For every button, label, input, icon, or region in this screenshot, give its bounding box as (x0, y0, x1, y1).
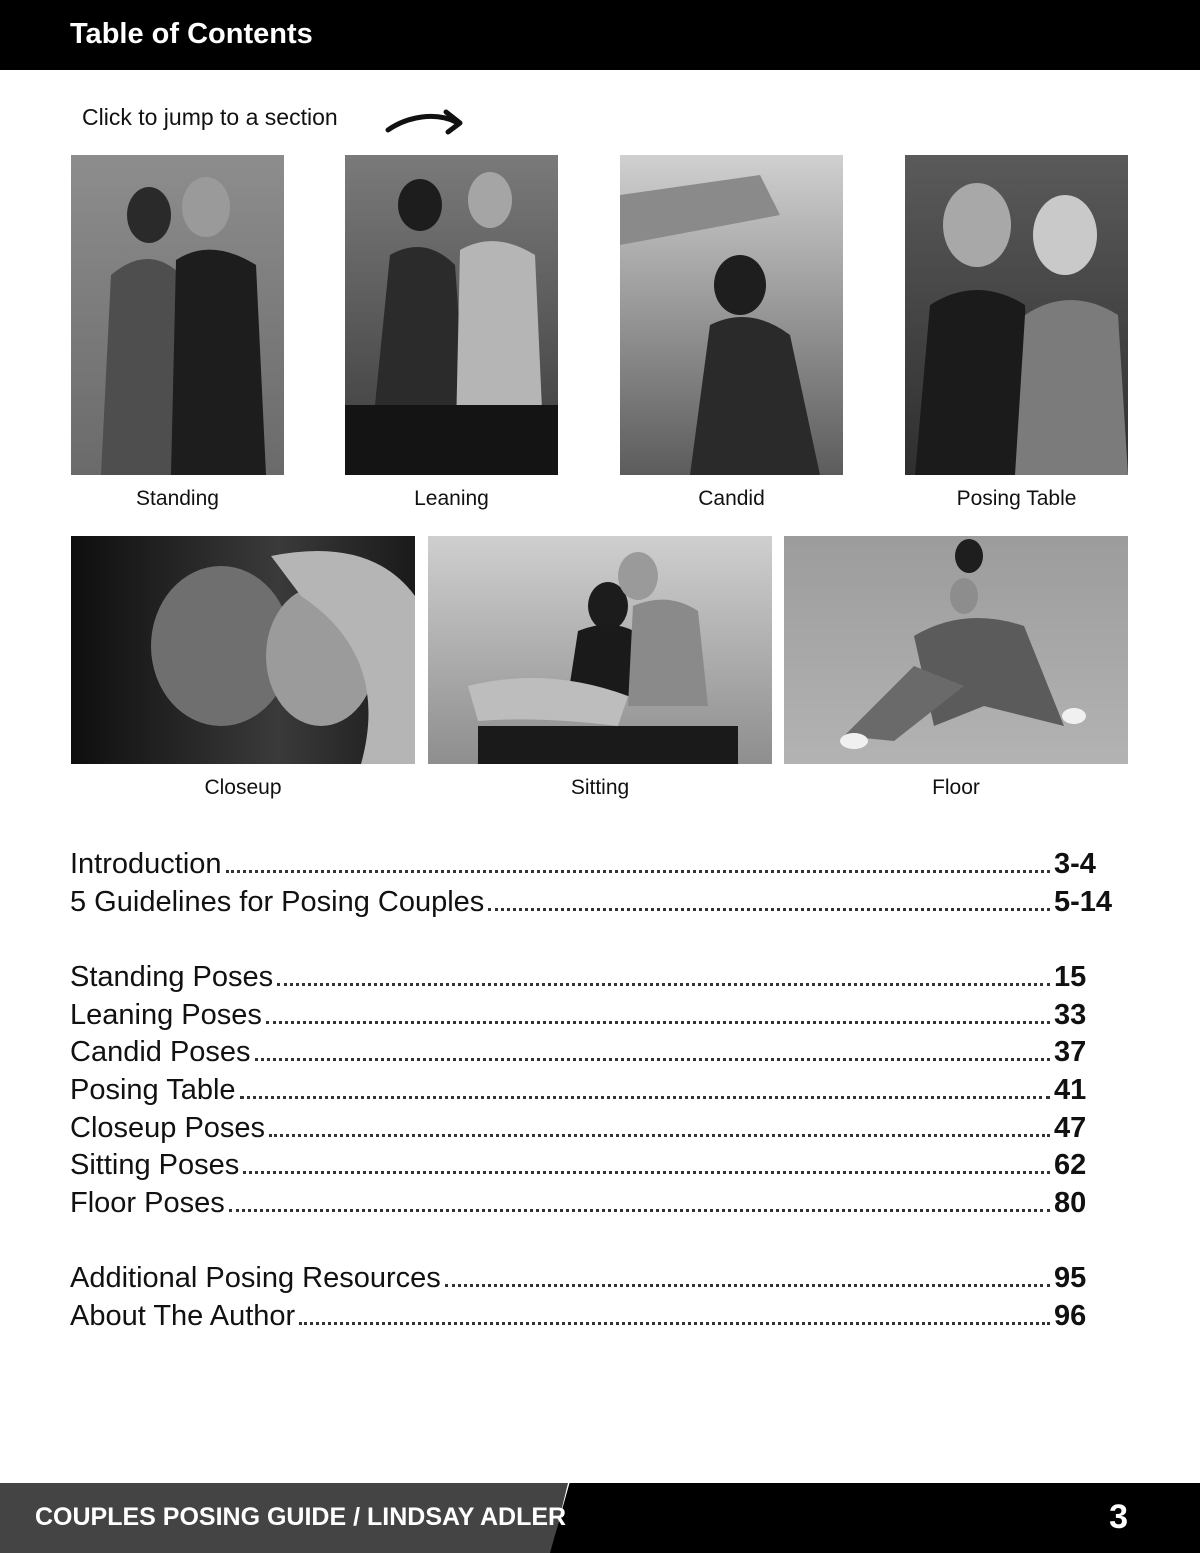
toc-page-number: 96 (1054, 1300, 1087, 1332)
toc-leader-dots (488, 886, 1050, 911)
thumb-candid[interactable] (620, 155, 843, 475)
caption-leaning[interactable]: Leaning (414, 487, 489, 510)
toc-leader-dots (240, 1074, 1050, 1099)
toc-entry-resources[interactable] (70, 1262, 1120, 1298)
toc-label: 5 Guidelines for Posing Couples (70, 886, 485, 918)
thumb-posing-table[interactable] (905, 155, 1128, 475)
thumb-closeup[interactable] (71, 536, 415, 764)
caption-floor[interactable]: Floor (932, 776, 980, 799)
toc-entry-introduction[interactable] (70, 848, 1120, 884)
toc-entry-floor[interactable] (70, 1187, 1120, 1223)
toc-page-number: 3-4 (1054, 848, 1096, 880)
toc-page-number: 41 (1054, 1074, 1087, 1106)
toc-label: Candid Poses (70, 1036, 251, 1068)
toc-leader-dots (445, 1262, 1050, 1287)
toc-entry-sitting[interactable] (70, 1149, 1120, 1185)
toc-page-number: 95 (1054, 1262, 1087, 1294)
toc-label: Sitting Poses (70, 1149, 240, 1181)
toc-label: About The Author (70, 1300, 296, 1332)
toc-page-number: 80 (1054, 1187, 1087, 1219)
caption-closeup[interactable]: Closeup (204, 776, 282, 799)
toc-leader-dots (269, 1112, 1050, 1137)
toc-page-number: 15 (1054, 961, 1087, 993)
thumb-leaning[interactable] (345, 155, 558, 475)
toc-leader-dots (229, 1187, 1050, 1212)
toc-entry-guidelines[interactable] (70, 886, 1120, 922)
toc-leader-dots (299, 1300, 1050, 1325)
toc-page-number: 5-14 (1054, 886, 1113, 918)
toc-label: Floor Poses (70, 1187, 225, 1219)
toc-label: Leaning Poses (70, 999, 262, 1031)
toc-page-number: 37 (1054, 1036, 1087, 1068)
toc-entry-standing[interactable] (70, 961, 1120, 997)
toc-label: Additional Posing Resources (70, 1262, 441, 1294)
toc-leader-dots (226, 848, 1050, 873)
toc-entry-about-author[interactable] (70, 1300, 1120, 1336)
toc-leader-dots (255, 1036, 1050, 1061)
thumb-standing[interactable] (71, 155, 284, 475)
toc-label: Introduction (70, 848, 222, 880)
footer-band-right (550, 1483, 1200, 1553)
thumb-sitting[interactable] (428, 536, 772, 764)
jump-hint-text: Click to jump to a section (82, 104, 338, 130)
caption-posing-table[interactable]: Posing Table (956, 487, 1077, 510)
page-number: 3 (1109, 1498, 1128, 1536)
footer-title: COUPLES POSING GUIDE / LINDSAY ADLER (35, 1503, 567, 1531)
toc-entry-closeup[interactable] (70, 1112, 1120, 1148)
page-title: Table of Contents (70, 18, 313, 50)
toc-label: Posing Table (70, 1074, 236, 1106)
caption-sitting[interactable]: Sitting (570, 776, 630, 799)
toc-leader-dots (277, 961, 1050, 986)
caption-standing[interactable]: Standing (136, 487, 219, 510)
thumb-floor[interactable] (784, 536, 1128, 764)
toc-page-number: 47 (1054, 1112, 1087, 1144)
toc-entry-candid[interactable] (70, 1036, 1120, 1072)
curved-arrow-icon (384, 104, 466, 136)
toc-page-number: 33 (1054, 999, 1087, 1031)
toc-page-number: 62 (1054, 1149, 1087, 1181)
toc-entry-posing-table[interactable] (70, 1074, 1120, 1110)
toc-label: Closeup Poses (70, 1112, 266, 1144)
toc-leader-dots (266, 999, 1050, 1024)
toc-leader-dots (243, 1149, 1050, 1174)
caption-candid[interactable]: Candid (698, 487, 765, 510)
toc-label: Standing Poses (70, 961, 274, 993)
header-bar (0, 0, 1200, 70)
toc-entry-leaning[interactable] (70, 999, 1120, 1035)
